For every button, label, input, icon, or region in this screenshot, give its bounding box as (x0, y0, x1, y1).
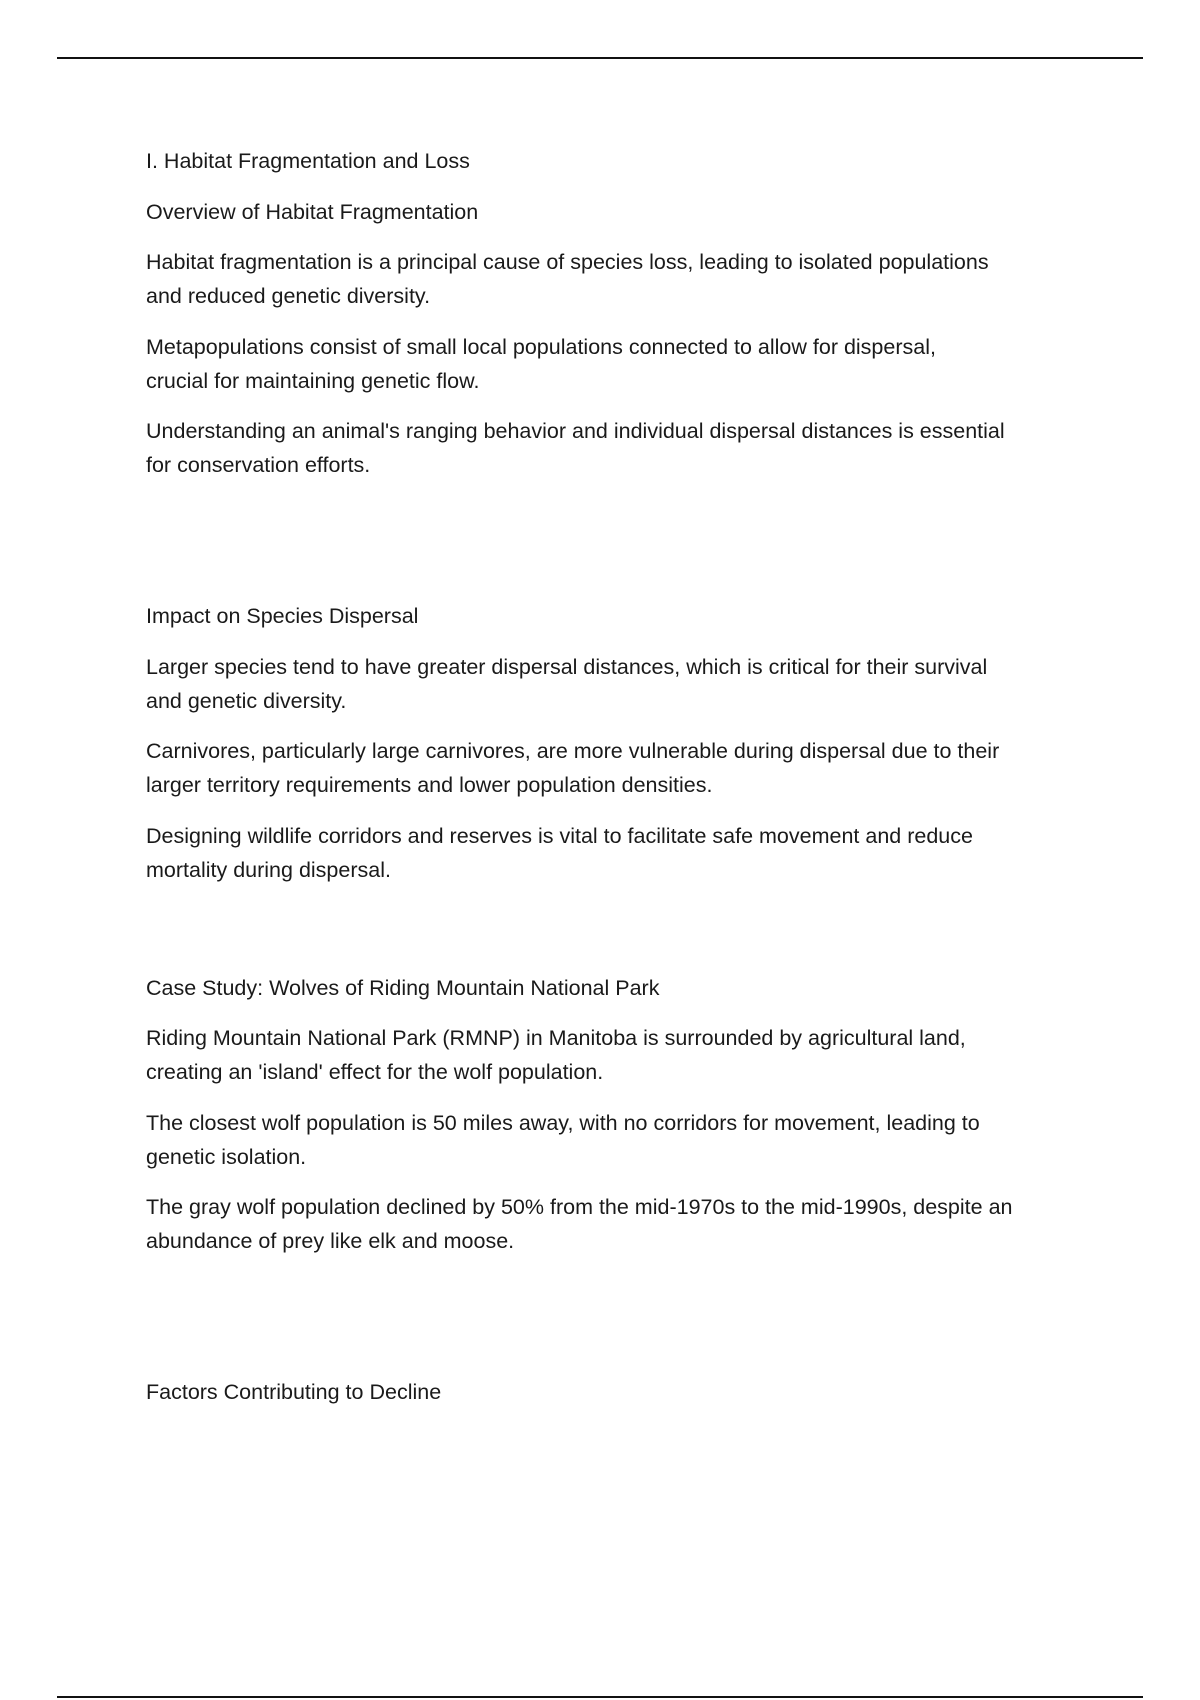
paragraph-line: crucial for maintaining genetic flow. (146, 368, 480, 393)
paragraph-metapopulations (146, 330, 1106, 398)
paragraph-line: The gray wolf population declined by 50% from the mid-1970s to the mid-1990s, despite an (146, 1195, 1013, 1219)
paragraph-line: abundance of prey like elk and moose. (146, 1229, 515, 1253)
paragraph-line: Larger species tend to have greater dispersal distances, which is critical for their survival (146, 654, 988, 679)
paragraph-line: genetic isolation. (146, 1144, 307, 1169)
paragraph-line: Habitat fragmentation is a principal cause of species loss, leading to isolated populations (146, 250, 989, 274)
top-rule (57, 57, 1143, 59)
subsection-title-factors-decline: Factors Contributing to Decline (146, 1380, 442, 1404)
paragraph-larger-species (146, 650, 1106, 718)
subsection-title-case-study: Case Study: Wolves of Riding Mountain National Park (146, 975, 660, 1000)
paragraph-line: Understanding an animal's ranging behavior and individual dispersal distances is essential (146, 419, 1005, 443)
paragraph-line: and genetic diversity. (146, 688, 347, 713)
paragraph-line: creating an 'island' effect for the wolf population. (146, 1060, 604, 1084)
paragraph-population-decline (146, 1190, 1106, 1258)
bottom-rule (57, 1696, 1143, 1698)
paragraph-line: Riding Mountain National Park (RMNP) in Manitoba is surrounded by agricultural land, (146, 1026, 966, 1050)
paragraph-ranging-behavior (146, 414, 1106, 482)
paragraph-line: for conservation efforts. (146, 453, 371, 477)
paragraph-line: larger territory requirements and lower population densities. (146, 773, 713, 797)
subsection-title-overview: Overview of Habitat Fragmentation (146, 199, 479, 224)
document-body (146, 144, 1106, 1409)
section-title-habitat-fragmentation: I. Habitat Fragmentation and Loss (146, 149, 470, 173)
paragraph-closest-population (146, 1106, 1106, 1174)
paragraph-line: Metapopulations consist of small local populations connected to allow for dispersal, (146, 334, 936, 359)
paragraph-line: mortality during dispersal. (146, 857, 391, 882)
paragraph-line: Designing wildlife corridors and reserves is vital to facilitate safe movement and reduce (146, 823, 973, 848)
paragraph-wildlife-corridors (146, 819, 1106, 887)
paragraph-fragmentation-cause (146, 245, 1106, 313)
paragraph-carnivores (146, 734, 1106, 802)
subsection-title-species-dispersal: Impact on Species Dispersal (146, 604, 419, 628)
paragraph-line: The closest wolf population is 50 miles away, with no corridors for movement, leading to (146, 1110, 980, 1135)
paragraph-line: Carnivores, particularly large carnivores, are more vulnerable during dispersal due to their (146, 739, 1000, 763)
paragraph-line: and reduced genetic diversity. (146, 284, 431, 308)
paragraph-rmnp-island (146, 1021, 1106, 1089)
